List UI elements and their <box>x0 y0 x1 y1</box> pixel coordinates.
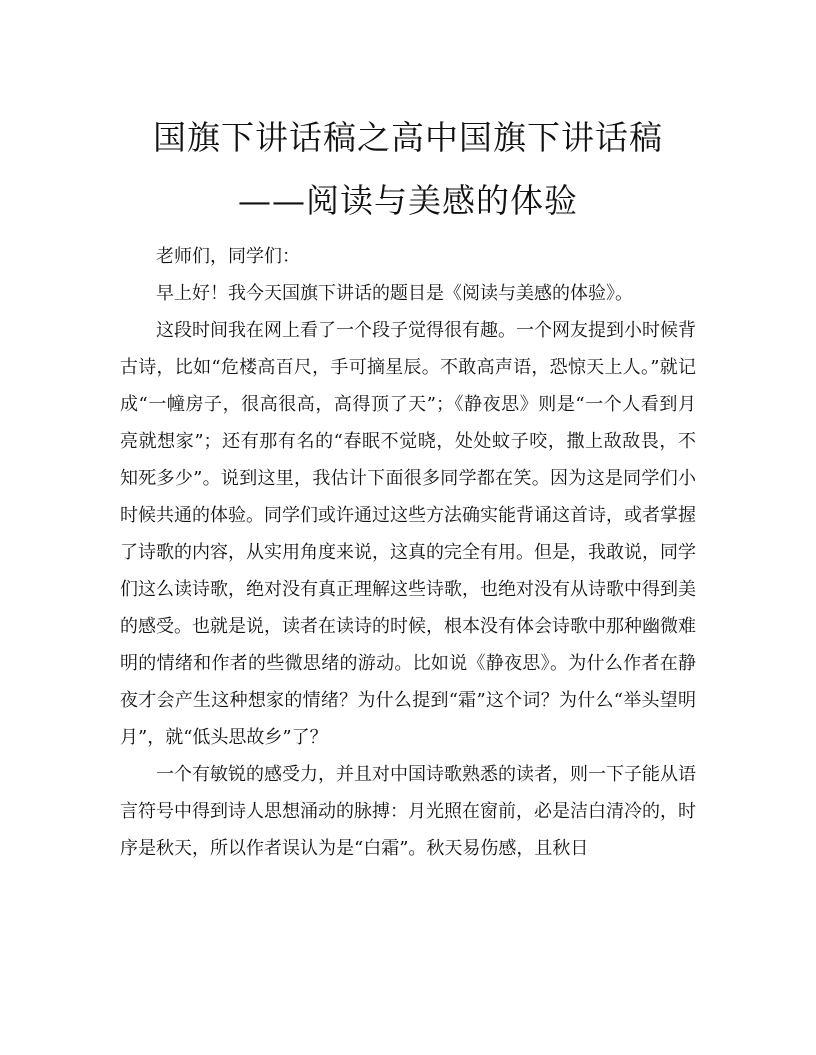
body-paragraph: 这段时间我在网上看了一个段子觉得很有趣。一个网友提到小时候背古诗，比如“危楼高百尺，手可摘星辰。不敢高声语，恐惊天上人。”就记成“一幢房子，很高很高，高得顶了天”；《静夜思》则是“一个人看到月亮就想家”；还有那有名的“春眠不觉晓，处处蚊子咬，撒上敌敌畏，不知死多少”。说到这里，我估计下面很多同学都在笑。因为这是同学们小时候共通的体验。同学们或许通过这些方法确实能背诵这首诗，或者掌握了诗歌的内容，从实用角度来说，这真的完全有用。但是，我敢说，同学们这么读诗歌，绝对没有真正理解这些诗歌，也绝对没有从诗歌中得到美的感受。也就是说，读者在读诗的时候，根本没有体会诗歌中那种幽微难明的情绪和作者的些微思绪的游动。比如说《静夜思》。为什么作者在静夜才会产生这种想家的情绪？为什么提到“霜”这个词？为什么“举头望明月”，就“低头思故乡”了？ <box>120 320 696 748</box>
body-paragraph: 一个有敏锐的感受力，并且对中国诗歌熟悉的读者，则一下子能从语言符号中得到诗人思想涌动的脉搏：月光照在窗前，必是洁白清冷的，时序是秋天，所以作者误认为是“白霜”。秋天易伤感，且秋日 <box>120 764 696 859</box>
document-subtitle: ——阅读与美感的体验 <box>238 181 578 220</box>
salutation-paragraph: 老师们，同学们： <box>156 246 300 267</box>
greeting-paragraph: 早上好！我今天国旗下讲话的题目是《阅读与美感的体验》。 <box>156 283 633 304</box>
document-title: 国旗下讲话稿之高中国旗下讲话稿 <box>153 118 663 157</box>
document-body <box>120 238 696 867</box>
